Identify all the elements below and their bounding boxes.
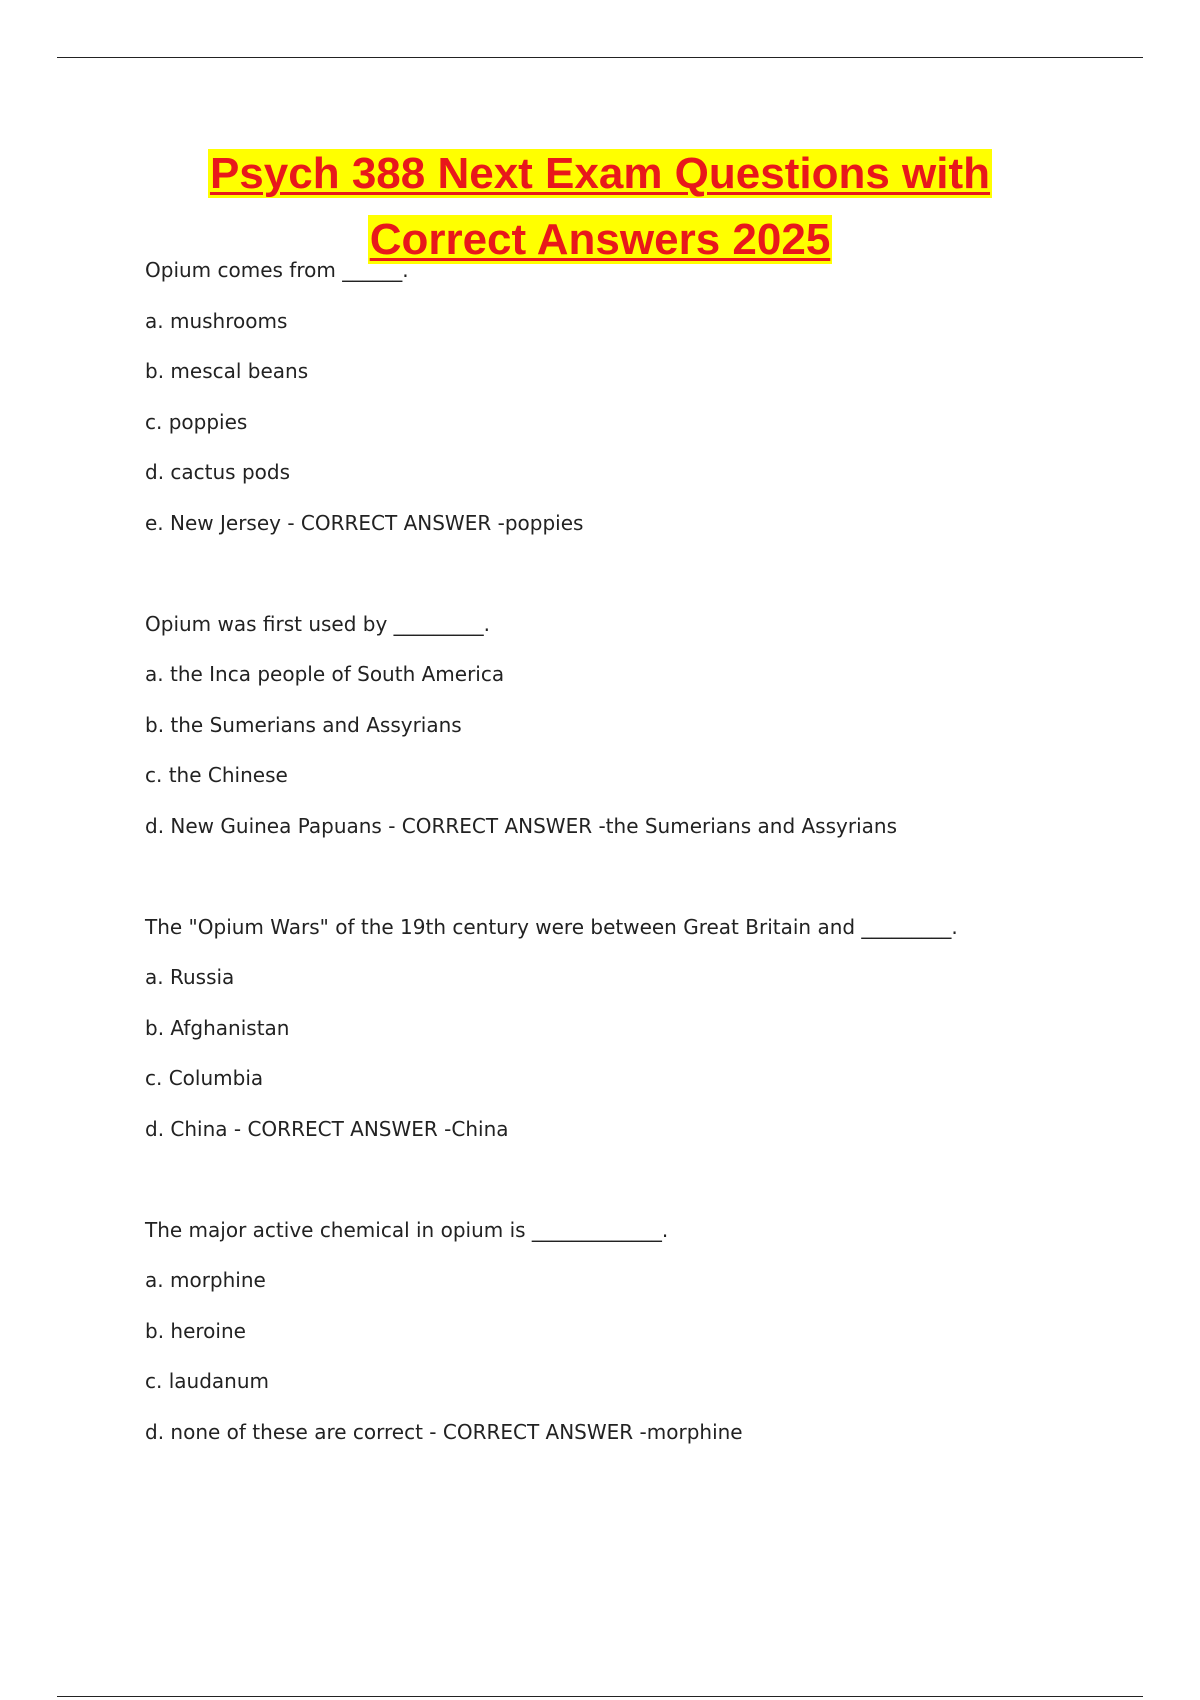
answer-option-with-correct-answer: d. China - CORRECT ANSWER -China xyxy=(145,1116,509,1141)
answer-option: b. mescal beans xyxy=(145,359,309,383)
question-text: Opium comes from ______. xyxy=(145,258,409,282)
question-text: Opium was first used by _________. xyxy=(145,611,491,636)
question-text: The major active chemical in opium is _____________. xyxy=(145,1217,669,1242)
header-rule xyxy=(57,57,1143,58)
footer-rule xyxy=(57,1696,1143,1697)
answer-option-with-correct-answer: d. none of these are correct - CORRECT ANSWER -morphine xyxy=(145,1419,743,1444)
question-block xyxy=(145,909,1105,1162)
title-line-1: Psych 388 Next Exam Questions with xyxy=(209,149,991,198)
answer-option: a. morphine xyxy=(145,1268,266,1292)
answer-option: b. Afghanistan xyxy=(145,1015,290,1040)
answer-option: c. laudanum xyxy=(145,1369,269,1393)
answer-option: d. cactus pods xyxy=(145,460,290,484)
question-block xyxy=(145,606,1105,859)
question-block xyxy=(145,252,1105,555)
answer-option: a. Russia xyxy=(145,965,235,989)
answer-option-with-correct-answer: e. New Jersey - CORRECT ANSWER -poppies xyxy=(145,510,584,535)
answer-option: b. the Sumerians and Assyrians xyxy=(145,712,462,737)
answer-option-with-correct-answer: d. New Guinea Papuans - CORRECT ANSWER -the Sumerians and Assyrians xyxy=(145,813,897,838)
answer-option: a. mushrooms xyxy=(145,308,288,333)
question-block xyxy=(145,1212,1105,1465)
answer-option: b. heroine xyxy=(145,1318,246,1343)
question-list xyxy=(145,252,1105,1515)
answer-option: c. Columbia xyxy=(145,1066,264,1090)
question-text: The "Opium Wars" of the 19th century were between Great Britain and _________. xyxy=(145,914,958,939)
answer-option: c. poppies xyxy=(145,409,248,434)
answer-option: a. the Inca people of South America xyxy=(145,662,505,686)
answer-option: c. the Chinese xyxy=(145,763,288,787)
title-line-2: Correct Answers 2025 xyxy=(369,215,831,264)
